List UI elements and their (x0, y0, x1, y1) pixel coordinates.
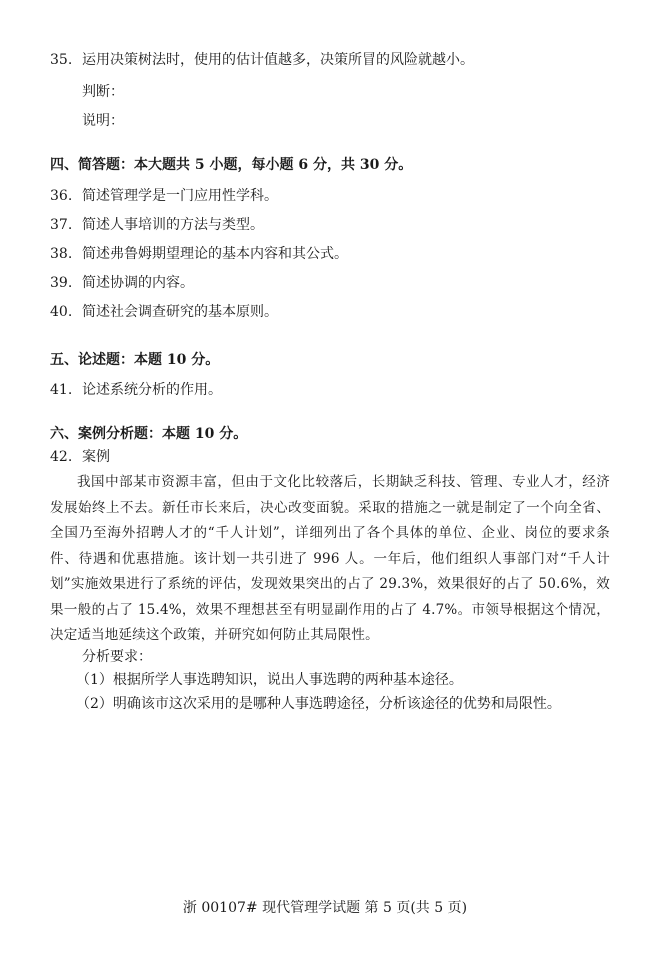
requirement-1: （1）根据所学人事选聘知识，说出人事选聘的两种基本途径。 (76, 672, 463, 688)
question-38 (50, 244, 348, 264)
section-6-title: 六、案例分析题：本题 10 分。 (50, 426, 248, 442)
question-37 (50, 215, 264, 235)
question-text: 简述人事培训的方法与类型。 (82, 217, 264, 233)
question-text: 运用决策树法时，使用的估计值越多，决策所冒的风险就越小。 (82, 52, 474, 68)
question-36 (50, 186, 278, 206)
explain-label: 说明： (82, 113, 124, 129)
question-42 (50, 447, 110, 467)
question-text: 简述弗鲁姆期望理论的基本内容和其公式。 (82, 246, 348, 262)
question-text: 简述管理学是一门应用性学科。 (82, 188, 278, 204)
analysis-requirements-label: 分析要求： (82, 649, 152, 665)
section-5-title: 五、论述题：本题 10 分。 (50, 352, 220, 368)
question-number: 41. (50, 382, 73, 398)
question-number: 38. (50, 246, 73, 262)
question-number: 35. (50, 52, 73, 68)
question-number: 40. (50, 304, 73, 320)
question-text: 简述社会调查研究的基本原则。 (82, 304, 278, 320)
question-number: 36. (50, 188, 73, 204)
case-description: 我国中部某市资源丰富，但由于文化比较落后，长期缺乏科技、管理、专业人才，经济发展始终上不去。新任市长来后，决心改变面貌。采取的措施之一就是制定了一个向全省、全国乃至海外招聘人才的“千人计划”，详细列出了各个具体的单位、企业、岗位的要求条件、待遇和优惠措施。该计划一共引进了 996 人。一年后，他们组织人事部门对“千人计划”实施效果进行了系统的评估，发现效果突出的占了 29.3%，效果很好的占了 50.6%，效果一般的占了 15.4%，效果不理想甚至有明显副作用的占了 4.7%。市领导根据这个情况，决定适当地延续这个政策，并研究如何防止其局限性。 (50, 474, 610, 643)
question-41 (50, 380, 222, 400)
question-40 (50, 302, 278, 322)
question-39 (50, 273, 194, 293)
question-text: 简述协调的内容。 (82, 275, 194, 291)
question-number: 42. (50, 449, 73, 465)
question-number: 39. (50, 275, 73, 291)
question-number: 37. (50, 217, 73, 233)
question-text: 案例 (82, 449, 110, 465)
section-4-title: 四、简答题：本大题共 5 小题，每小题 6 分，共 30 分。 (50, 157, 413, 173)
page-footer: 浙 00107# 现代管理学试题 第 5 页(共 5 页) (182, 900, 468, 916)
judge-label: 判断： (82, 84, 124, 100)
requirement-2: （2）明确该市这次采用的是哪种人事选聘途径，分析该途径的优势和局限性。 (76, 696, 561, 712)
question-text: 论述系统分析的作用。 (82, 382, 222, 398)
question-35 (50, 50, 474, 70)
